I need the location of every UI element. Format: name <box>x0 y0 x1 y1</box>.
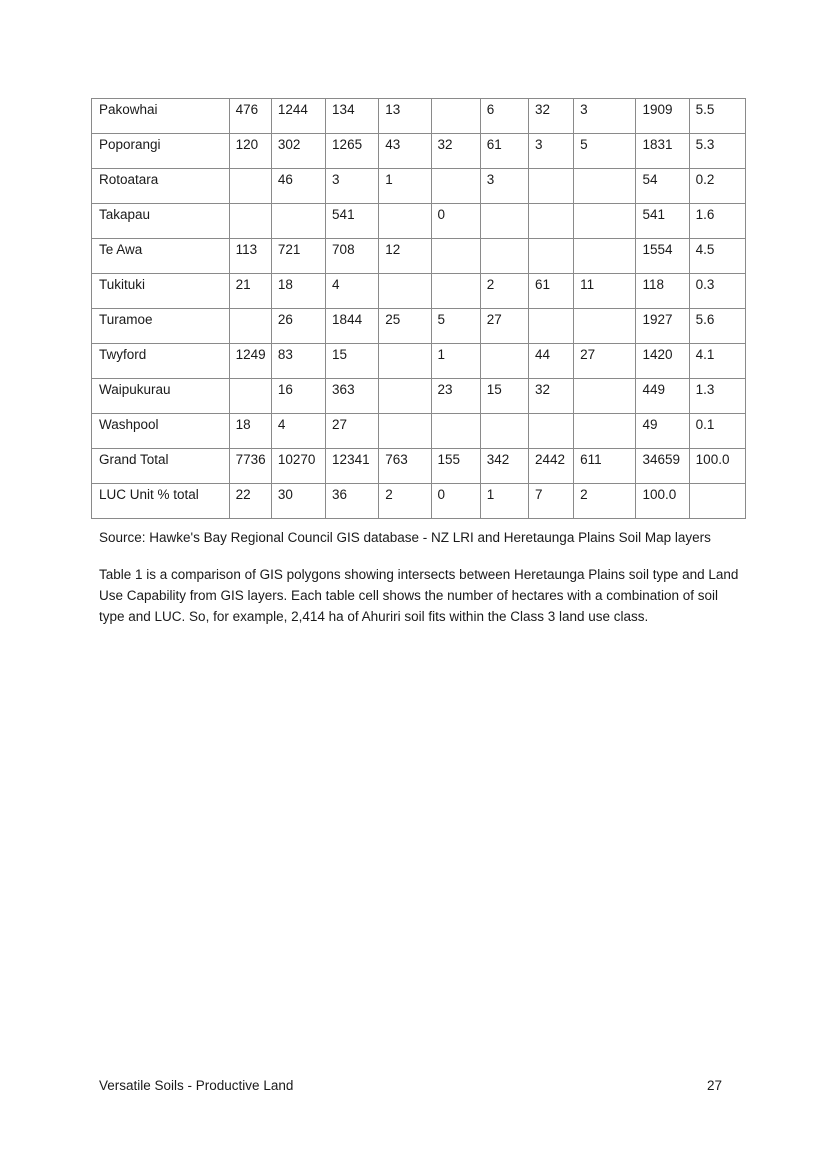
table-source-note: Source: Hawke's Bay Regional Council GIS database - NZ LRI and Heretaunga Plains Soil Map layers <box>99 530 711 545</box>
table-cell: 36 <box>326 484 379 519</box>
table-cell: 1265 <box>326 134 379 169</box>
table-cell: 46 <box>271 169 325 204</box>
table-row <box>92 344 746 379</box>
row-label: Poporangi <box>92 134 230 169</box>
table-cell <box>229 169 271 204</box>
table-cell: 4 <box>271 414 325 449</box>
table-cell: 61 <box>480 134 528 169</box>
table-cell: 4 <box>326 274 379 309</box>
table-cell: 1927 <box>636 309 689 344</box>
table-cell <box>480 414 528 449</box>
table-cell: 54 <box>636 169 689 204</box>
table-cell: 61 <box>528 274 573 309</box>
table-cell: 708 <box>326 239 379 274</box>
table-cell: 763 <box>379 449 431 484</box>
table-cell <box>229 309 271 344</box>
table-cell: 43 <box>379 134 431 169</box>
table-cell <box>431 414 480 449</box>
table-cell: 21 <box>229 274 271 309</box>
table-cell <box>229 379 271 414</box>
table-cell: 1.3 <box>689 379 745 414</box>
table-cell <box>574 414 636 449</box>
table-cell <box>480 204 528 239</box>
table-cell: 12341 <box>326 449 379 484</box>
footer-page-number: 27 <box>706 1078 722 1093</box>
table-cell <box>431 99 480 134</box>
table-cell: 2442 <box>528 449 573 484</box>
table-cell: 1831 <box>636 134 689 169</box>
table-cell <box>574 309 636 344</box>
table-cell: 449 <box>636 379 689 414</box>
table-cell: 0 <box>431 204 480 239</box>
table-cell: 100.0 <box>636 484 689 519</box>
table-cell: 44 <box>528 344 573 379</box>
table-row <box>92 484 746 519</box>
table-cell: 476 <box>229 99 271 134</box>
table-cell: 100.0 <box>689 449 745 484</box>
table-cell: 6 <box>480 99 528 134</box>
row-label: Rotoatara <box>92 169 230 204</box>
table-cell: 3 <box>574 99 636 134</box>
row-label: Te Awa <box>92 239 230 274</box>
table-cell: 363 <box>326 379 379 414</box>
table-cell: 120 <box>229 134 271 169</box>
table-cell <box>229 204 271 239</box>
table-cell: 32 <box>431 134 480 169</box>
table-cell: 0 <box>431 484 480 519</box>
table-row <box>92 169 746 204</box>
table-row <box>92 449 746 484</box>
table-cell: 12 <box>379 239 431 274</box>
table-cell: 22 <box>229 484 271 519</box>
table-cell: 13 <box>379 99 431 134</box>
footer-document-title: Versatile Soils - Productive Land <box>99 1078 294 1093</box>
table-cell <box>431 274 480 309</box>
table-cell: 11 <box>574 274 636 309</box>
table-cell: 1 <box>431 344 480 379</box>
table-cell: 611 <box>574 449 636 484</box>
table-cell: 30 <box>271 484 325 519</box>
table-row <box>92 379 746 414</box>
table-cell: 83 <box>271 344 325 379</box>
table-cell: 1.6 <box>689 204 745 239</box>
table-cell: 3 <box>528 134 573 169</box>
table-row <box>92 274 746 309</box>
table-cell: 0.2 <box>689 169 745 204</box>
table-cell: 342 <box>480 449 528 484</box>
table-cell: 155 <box>431 449 480 484</box>
table-cell: 5.5 <box>689 99 745 134</box>
table-cell: 0.1 <box>689 414 745 449</box>
table-cell: 1554 <box>636 239 689 274</box>
table-cell <box>528 204 573 239</box>
row-label: Turamoe <box>92 309 230 344</box>
table-cell: 721 <box>271 239 325 274</box>
row-label: Takapau <box>92 204 230 239</box>
table-cell <box>528 309 573 344</box>
row-label: Twyford <box>92 344 230 379</box>
table-cell: 7 <box>528 484 573 519</box>
table-cell: 2 <box>574 484 636 519</box>
table-cell: 302 <box>271 134 325 169</box>
table-cell: 25 <box>379 309 431 344</box>
row-label: Grand Total <box>92 449 230 484</box>
table-cell <box>431 169 480 204</box>
table-cell <box>528 169 573 204</box>
table-cell: 26 <box>271 309 325 344</box>
table-cell: 541 <box>326 204 379 239</box>
table-row <box>92 204 746 239</box>
table-cell: 27 <box>480 309 528 344</box>
table-cell: 1244 <box>271 99 325 134</box>
table-row <box>92 134 746 169</box>
row-label: Tukituki <box>92 274 230 309</box>
table-cell: 49 <box>636 414 689 449</box>
table-cell: 15 <box>326 344 379 379</box>
table-cell: 4.5 <box>689 239 745 274</box>
table-cell: 32 <box>528 99 573 134</box>
table-description-paragraph: Table 1 is a comparison of GIS polygons showing intersects between Heretaunga Plains soil type and Land Use Capability from GIS layers. Each table cell shows the number of hectares with a combination of soil type and LUC. So, for example, 2,414 ha of Ahuriri soil fits within the Class 3 land use class. <box>99 567 739 624</box>
row-label: LUC Unit % total <box>92 484 230 519</box>
table-cell: 1 <box>379 169 431 204</box>
table-cell: 113 <box>229 239 271 274</box>
row-label: Waipukurau <box>92 379 230 414</box>
table-cell: 2 <box>379 484 431 519</box>
row-label: Pakowhai <box>92 99 230 134</box>
table-cell <box>480 239 528 274</box>
table-cell: 16 <box>271 379 325 414</box>
table-cell <box>574 169 636 204</box>
table-cell: 5 <box>431 309 480 344</box>
table-cell: 15 <box>480 379 528 414</box>
table-cell <box>379 344 431 379</box>
table-cell <box>379 204 431 239</box>
table-cell <box>379 274 431 309</box>
table-cell: 27 <box>326 414 379 449</box>
soil-luc-table <box>91 98 746 519</box>
table-cell <box>431 239 480 274</box>
table-cell: 4.1 <box>689 344 745 379</box>
table-cell: 5.6 <box>689 309 745 344</box>
table-cell <box>574 239 636 274</box>
table-cell: 1420 <box>636 344 689 379</box>
table-cell: 7736 <box>229 449 271 484</box>
table-cell: 1909 <box>636 99 689 134</box>
table-cell: 3 <box>480 169 528 204</box>
table-cell: 10270 <box>271 449 325 484</box>
table-cell <box>689 484 745 519</box>
table-cell <box>379 379 431 414</box>
table-row <box>92 309 746 344</box>
table-cell: 541 <box>636 204 689 239</box>
table-cell: 34659 <box>636 449 689 484</box>
table-cell: 0.3 <box>689 274 745 309</box>
table-row <box>92 239 746 274</box>
table-cell <box>271 204 325 239</box>
table-cell <box>480 344 528 379</box>
table-cell: 27 <box>574 344 636 379</box>
table-cell: 1249 <box>229 344 271 379</box>
table-cell: 134 <box>326 99 379 134</box>
table-cell <box>574 204 636 239</box>
table-cell <box>574 379 636 414</box>
table-cell <box>528 239 573 274</box>
table-cell: 3 <box>326 169 379 204</box>
table-row <box>92 99 746 134</box>
table-cell: 32 <box>528 379 573 414</box>
table-cell: 2 <box>480 274 528 309</box>
table-cell: 18 <box>229 414 271 449</box>
table-cell: 18 <box>271 274 325 309</box>
table-cell: 118 <box>636 274 689 309</box>
table-cell: 1 <box>480 484 528 519</box>
table-cell: 23 <box>431 379 480 414</box>
table-cell: 5.3 <box>689 134 745 169</box>
row-label: Washpool <box>92 414 230 449</box>
table-row <box>92 414 746 449</box>
table-cell <box>528 414 573 449</box>
table-cell: 1844 <box>326 309 379 344</box>
table-cell <box>379 414 431 449</box>
table-cell: 5 <box>574 134 636 169</box>
